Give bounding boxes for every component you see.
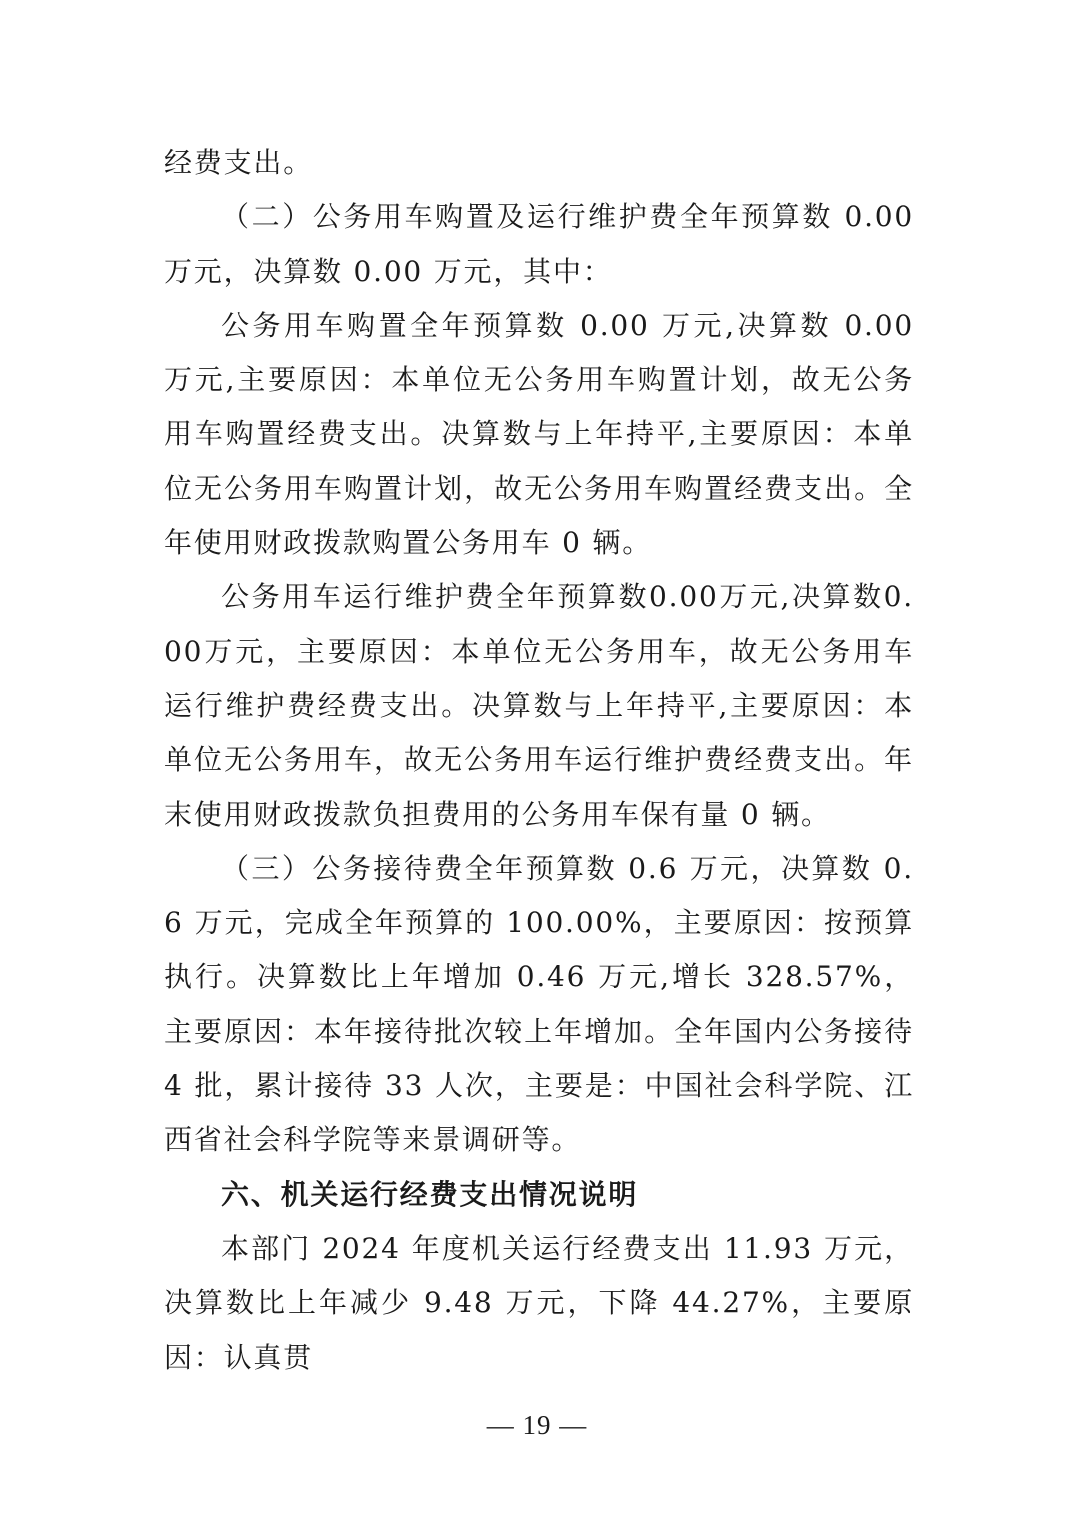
document-body xyxy=(164,136,914,1385)
paragraph-continuation: 经费支出。 xyxy=(164,146,314,179)
paragraph-reception: （三）公务接待费全年预算数 0.6 万元，决算数 0.6 万元，完成全年预算的 100.00%，主要原因：按预算执行。决算数比上年增加 0.46 万元,增长 328.57%，主要原因：本年接待批次较上年增加。全年国内公务接待 4 批，累计接待 33 人次，主要是：中国社会科学院、江西省社会科学院等来景调研等。 xyxy=(164,851,914,1157)
paragraph-vehicle-purchase: 公务用车购置全年预算数 0.00 万元,决算数 0.00 万元,主要原因：本单位无公务用车购置计划，故无公务用车购置经费支出。决算数与上年持平,主要原因：本单位无公务用车购置计划，故无公务用车购置经费支出。全年使用财政拨款购置公务用车 0 辆。 xyxy=(164,308,914,560)
section-heading: 六、机关运行经费支出情况说明 xyxy=(221,1177,639,1211)
paragraph-vehicle-total: （二）公务用车购置及运行维护费全年预算数 0.00 万元，决算数 0.00 万元，其中： xyxy=(164,200,914,288)
paragraph-vehicle-maintenance: 公务用车运行维护费全年预算数0.00万元,决算数0.00万元，主要原因：本单位无公务用车，故无公务用车运行维护费经费支出。决算数与上年持平,主要原因：本单位无公务用车，故无公务用车运行维护费经费支出。年末使用财政拨款负担费用的公务用车保有量 0 辆。 xyxy=(164,580,914,831)
page-number: — 19 — xyxy=(486,1410,588,1440)
paragraph-operating-expenses: 本部门 2024 年度机关运行经费支出 11.93 万元，决算数比上年减少 9.48 万元，下降 44.27%，主要原因：认真贯 xyxy=(164,1231,914,1374)
